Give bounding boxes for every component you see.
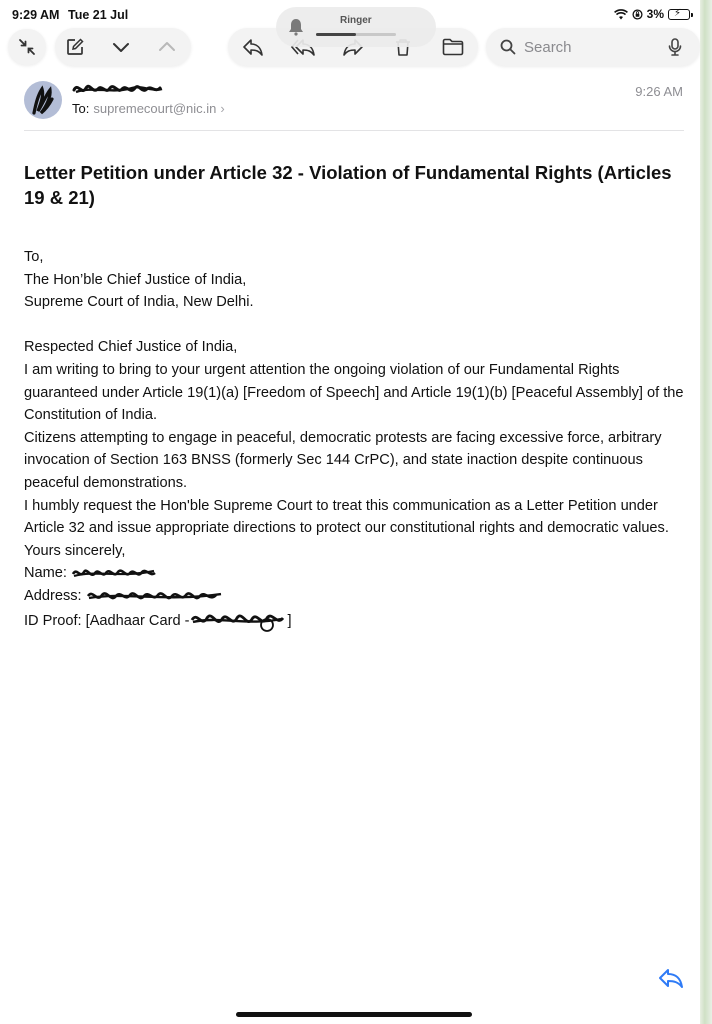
- ringer-hud: [276, 7, 436, 47]
- battery-charging-icon: ⚡: [668, 9, 690, 20]
- id-proof-label: ID Proof: [Aadhaar Card -: [24, 612, 190, 629]
- folder-icon: [442, 38, 464, 56]
- body-paragraph: I am writing to bring to your urgent attention the ongoing violation of our Fundamental Rights guaranteed under Article 19(1)(a) [Freedom of Speech] and Article 19(1)(b) [Peaceful Assembly] of the Constitution of India.: [24, 361, 684, 424]
- body-recipient-line2: Supreme Court of India, New Delhi.: [24, 294, 254, 311]
- spacer: [24, 314, 684, 337]
- previous-message-button[interactable]: [147, 29, 187, 65]
- address-label: Address:: [24, 587, 82, 604]
- body-paragraph: I humbly request the Hon'ble Supreme Court to treat this communication as a Letter Petition under Article 32 and issue appropriate directions to protect our constitutional rights and democratic values.: [24, 497, 669, 537]
- body-to: To,: [24, 249, 44, 265]
- collapse-arrows-icon: [17, 37, 37, 57]
- search-placeholder: Search: [524, 38, 572, 56]
- signature-id-line: [24, 608, 684, 634]
- search-field[interactable]: [486, 28, 700, 66]
- chevron-right-icon: ›: [220, 101, 225, 116]
- reply-icon: [242, 37, 264, 57]
- status-time: 9:29 AM: [12, 8, 60, 22]
- move-to-folder-button[interactable]: [433, 29, 473, 65]
- signature-name-line: [24, 562, 684, 585]
- ringer-volume-fill: [316, 33, 356, 36]
- email-time: 9:26 AM: [635, 84, 683, 99]
- status-indicators: [614, 7, 690, 21]
- id-proof-close: ]: [287, 612, 292, 629]
- background-edge: [700, 0, 712, 1024]
- reply-button[interactable]: [233, 29, 273, 65]
- aadhaar-number-redacted: [189, 608, 287, 634]
- body-closing: Yours sincerely,: [24, 542, 126, 559]
- orientation-lock-icon: [632, 9, 643, 20]
- body-paragraph: Citizens attempting to engage in peaceful, democratic protests are facing excessive force, arbitrary invocation of Section 163 BNSS (formerly Sec 144 CrPC), and state inaction despite continuous peaceful demonstrations.: [24, 429, 662, 491]
- sender-name-redacted: [72, 80, 164, 98]
- email-subject: Letter Petition under Article 32 - Violation of Fundamental Rights (Articles 19 & 21): [24, 162, 672, 208]
- name-redacted: [71, 564, 157, 582]
- reply-icon[interactable]: [658, 966, 684, 990]
- redaction-scribble: [24, 81, 62, 119]
- compose-icon: [65, 37, 85, 57]
- bell-icon: [288, 18, 304, 36]
- collapse-button[interactable]: [8, 29, 46, 65]
- body-salutation: Respected Chief Justice of India,: [24, 339, 238, 356]
- ringer-label: Ringer: [340, 15, 372, 26]
- address-redacted: [86, 587, 224, 605]
- sender-avatar[interactable]: [24, 81, 62, 119]
- status-date: Tue 21 Jul: [68, 8, 129, 22]
- header-divider: [24, 130, 684, 131]
- wifi-icon: [614, 9, 628, 20]
- next-message-button[interactable]: [101, 29, 141, 65]
- to-label: To:: [72, 101, 90, 116]
- microphone-icon[interactable]: [668, 38, 682, 56]
- compose-button[interactable]: [55, 29, 95, 65]
- battery-percent: 3%: [646, 7, 664, 21]
- ringer-volume-bar: [316, 33, 396, 36]
- recipient-line[interactable]: [72, 101, 225, 116]
- home-indicator[interactable]: [236, 1012, 472, 1017]
- name-label: Name:: [24, 565, 67, 582]
- search-icon: [500, 39, 516, 55]
- body-recipient-line1: The Hon’ble Chief Justice of India,: [24, 271, 247, 288]
- chevron-up-icon: [157, 37, 177, 57]
- message-actions-group: [55, 28, 191, 66]
- email-body: [24, 246, 684, 634]
- chevron-down-icon: [111, 37, 131, 57]
- recipient-address[interactable]: supremecourt@nic.in: [93, 101, 217, 116]
- signature-address-line: [24, 585, 684, 608]
